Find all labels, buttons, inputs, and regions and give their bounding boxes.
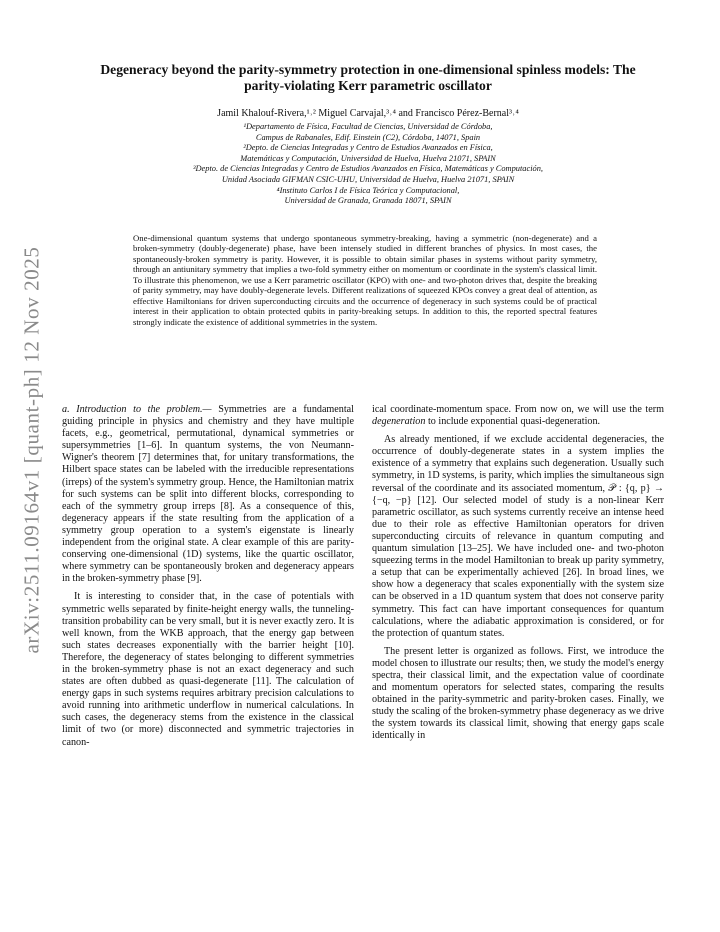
paragraph-text: to include exponential quasi-degeneration. xyxy=(425,416,601,428)
arxiv-sidebar xyxy=(10,230,54,670)
paragraph xyxy=(372,404,664,428)
paragraph: As already mentioned, if we exclude accidental degeneracies, the occurrence of doubly-degenerate states in a system implies the existence of a symmetry that explains such degeneration. Usually such symmetry, in 1D systems, is parity, which implies the simultaneous sign reversal of the coordinate and its associated momentum, 𝒫 : {q, p} → {−q, −p} [12]. Our selected model of study is a non-linear Kerr parametric oscillator, as such systems currently receive an intense heed due to their role as effective Hamiltonian operators for driven superconducting circuits of relevance in quantum computing and quantum simulation [13–25]. We have included one- and two-photon squeezing terms in the model Hamiltonian to break up parity symmetry, a setup that can be experimentally achieved [26]. In broad lines, we show how a degeneracy that scales exponentially with the system size can be observed in a 1D quantum system that does not conserve parity symmetry. This fact can have important consequences for quantum calculations, where the adiabatic approximation is considered, or for the protection of quantum states. xyxy=(372,434,665,639)
body-column-right xyxy=(372,404,664,749)
affiliation-line: Matemáticas y Computación, Universidad de Huelva, Huelva 21071, SPAIN xyxy=(240,153,496,163)
author-list: Jamil Khalouf-Rivera,¹˒² Miguel Carvajal,³˒⁴ and Francisco Pérez-Bernal³˒⁴ xyxy=(217,108,519,119)
affiliations xyxy=(90,122,646,207)
affiliation-line: ¹Departamento de Física, Facultad de Ciencias, Universidad de Córdoba, xyxy=(243,122,493,131)
paragraph xyxy=(62,404,354,585)
paragraph-text: ical coordinate-momentum space. From now on, we will use the term xyxy=(372,404,664,415)
paper-title: Degeneracy beyond the parity-symmetry protection in one-dimensional spinless models: The parity-violating Kerr parametric oscillator xyxy=(100,62,636,93)
arxiv-identifier: arXiv:2511.09164v1 [quant-ph] 12 Nov 2025 xyxy=(19,246,44,654)
affiliation-line: ²Depto. de Ciencias Integradas y Centro de Estudios Avanzados en Física, xyxy=(243,143,493,153)
affiliation-line: ³Depto. de Ciencias Integradas y Centro de Estudios Avanzados en Física, Matemáticas y Computación, xyxy=(192,164,544,174)
body-column-left xyxy=(62,404,354,755)
emphasized-term: degeneration xyxy=(372,416,426,428)
affiliation-line: Universidad de Granada, Granada 18071, SPAIN xyxy=(284,196,452,206)
paragraph: The present letter is organized as follows. First, we introduce the model chosen to illustrate our results; then, we study the model's energy spectra, their classical limit, and the expectation value of coordinate and momentum operators for selected states, comparing the results obtained in the parity-symmetric and parity-broken cases. Finally, we study the scaling of the broken-symmetry phase degeneracy as we drive the system towards its classical limit, showing that energy gaps scale identically in xyxy=(372,645,664,742)
abstract: One-dimensional quantum systems that undergo spontaneous symmetry-breaking, having a symmetric (non-degenerate) and a broken-symmetry (doubly-degenerate) phase, have been intensely studied in different branches of physics. In most cases, the spontaneously-broken symmetry is parity. However, it is possible to obtain similar phases in systems without parity symmetry, through an antiunitary symmetry that implies a two-fold symmetry either on momentum or coordinate in the system's classical limit. To illustrate this phenomenon, we use a Kerr parametric oscillator (KPO) with one- and two-photon drives that, despite the breaking of parity symmetry, may have doubly-degenerate levels. Different realizations of squeezed KPOs convey a great deal of attention, as effective Hamiltonians for driven superconducting circuits and the occurrence of degeneracy in such systems could be of practical interest in their application to obtain protected qubits in parity-breaking setups. In addition to this, the reported spectral features strongly indicate the existence of additional symmetries in the system. xyxy=(133,233,597,327)
affiliation-line: Campus de Rabanales, Edif. Einstein (C2), Córdoba, 14071, Spain xyxy=(255,132,481,142)
affiliation-line: Unidad Asociada GIFMAN CSIC-UHU, Universidad de Huelva, Huelva 21071, SPAIN xyxy=(221,174,515,184)
paragraph: It is interesting to consider that, in the case of potentials with symmetric wells separated by finite-height energy walls, the tunneling-transition probability can be very small, but it is never exactly zero. It is well known, from the WKB approach, that the energy gap between such states decreases exponentially with the barrier height [10]. Therefore, the degeneracy of states belonging to different symmetries in the broken-symmetry phase is not an exact degeneracy and such states are often dubbed as quasi-degenerate [11]. The calculation of energy gaps in such systems requires arbitrary precision calculations to avoid running into arithmetic underflow in numerical calculations. In such cases, the degeneracy stems from the existence in the classical limit of two (or more) disconnected and symmetric trajectories in canon- xyxy=(62,591,354,748)
paragraph-text: Symmetries are a fundamental guiding principle in physics and chemistry and they have multiple facets, e.g., geometrical, permutational, dynamical symmetries or supersymmetries [1–6]. In quantum systems, the von Neumann-Wigner's theorem [7] determines that, for unitary transformations, the Hilbert space states can be labeled with the irreducible representations (irreps) of the system's symmetry group. Hence, the Hamiltonian matrix for such systems can be split into different blocks, corresponding to each of the symmetry group irreps [8]. As a consequence of this, degeneracy appears if the state resulting from the application of a symmetry group operation to a system's eigenstate is linearly independent from the original state. A clear example of this are parity-conserving one-dimensional (1D) systems, like the quartic oscillator, where symmetry can be spontaneously broken and degeneracy appears in the broken-symmetry phase [9]. xyxy=(62,404,354,585)
paragraph-heading: a. Introduction to the problem.— xyxy=(62,404,212,415)
affiliation-line: ⁴Instituto Carlos I de Física Teórica y Computacional, xyxy=(276,185,460,195)
